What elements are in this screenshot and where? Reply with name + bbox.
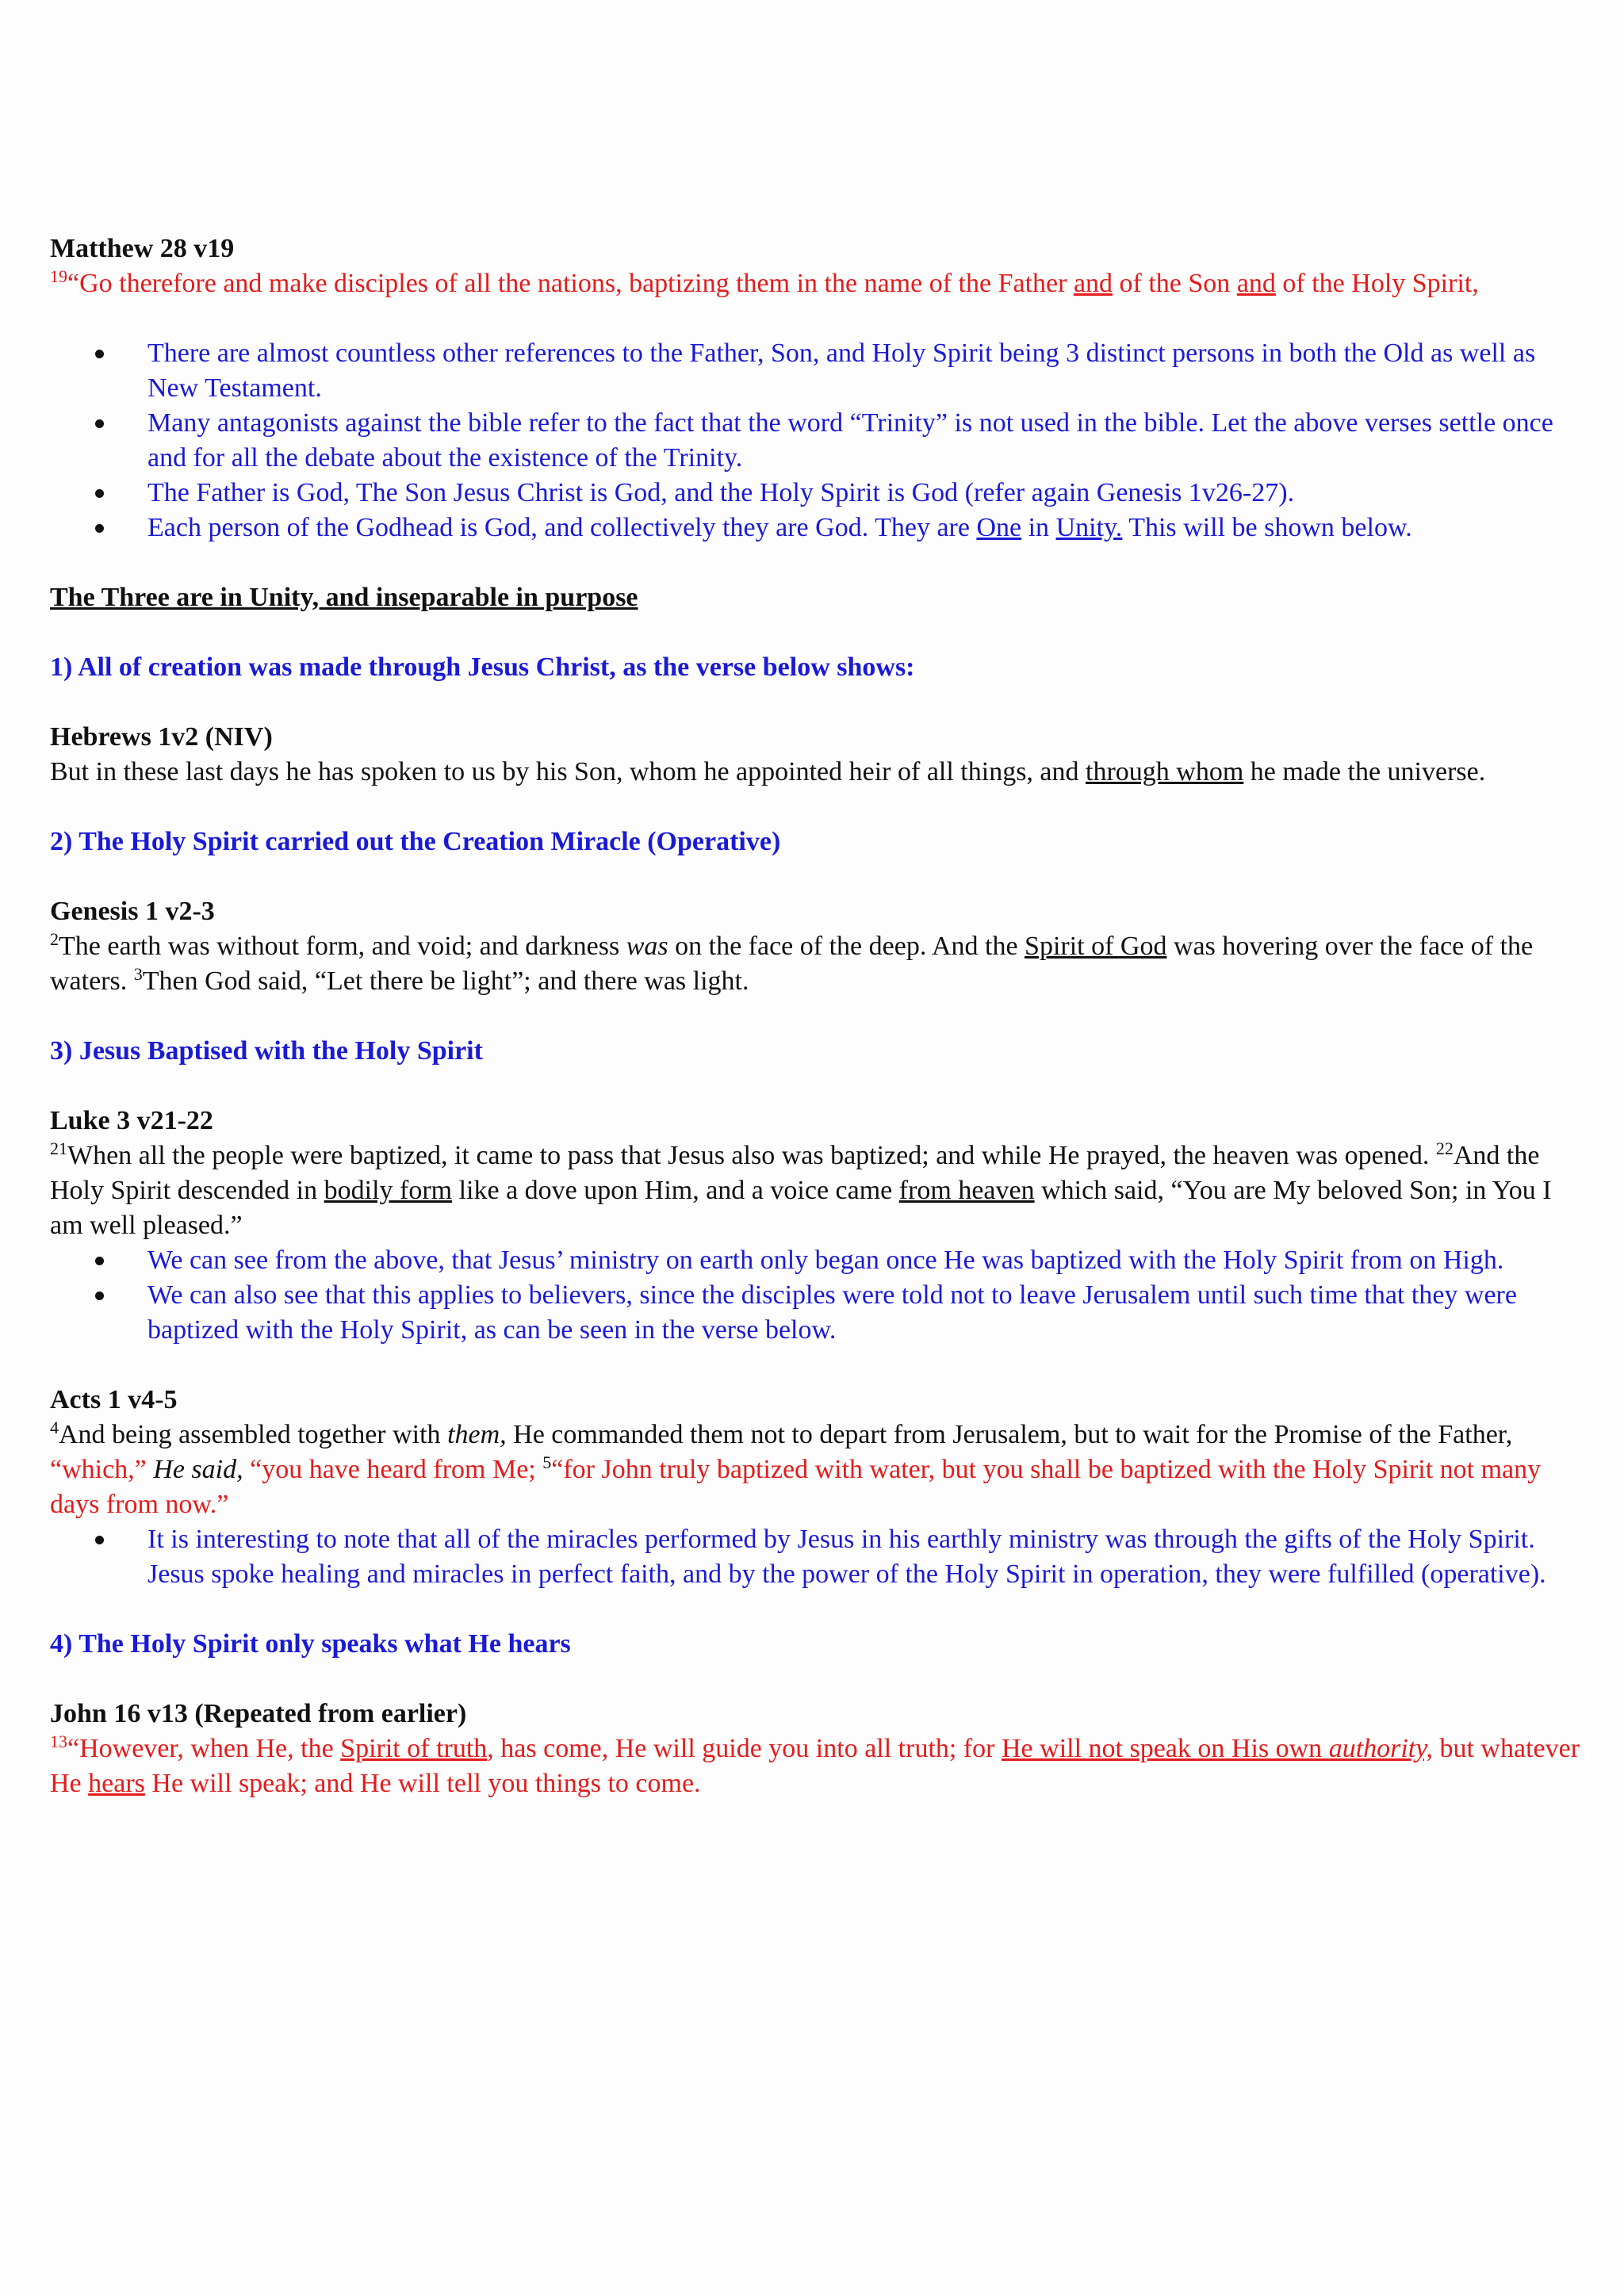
verse-text (50, 755, 1580, 790)
bullet-icon (95, 419, 104, 428)
list-item-text: There are almost countless other references to the Father, Son, and Holy Spirit being 3 distinct persons in both the Old as well as New Testament. (147, 339, 1536, 403)
bullet-list (50, 1243, 1580, 1348)
verse-text (50, 1732, 1580, 1801)
list-item-text: This will be shown below. (1122, 513, 1412, 542)
underlined-word: hears (88, 1769, 145, 1798)
list-item (50, 406, 1580, 476)
verse-text (50, 266, 1580, 301)
underlined-word: Unity. (1055, 513, 1123, 542)
verse-fragment: And the Holy Spirit descended in (50, 1141, 1540, 1205)
verse-number: 13 (50, 1732, 67, 1751)
verse-text (50, 1138, 1580, 1243)
italic-word: them, (447, 1420, 507, 1449)
verse-fragment: He will speak; and He will tell you things to come. (144, 1769, 701, 1798)
verse-text (50, 1418, 1580, 1522)
verse-fragment: He commanded them not to depart from Jerusalem, but to wait for the Promise of the Father, (506, 1420, 1513, 1449)
verse-reference: Luke 3 v21-22 (50, 1106, 213, 1135)
list-item-text: Many antagonists against the bible refer to the fact that the word “Trinity” is not used in the bible. Let the above verses settle once and for all the debate about the existence of the Trinity. (147, 408, 1553, 473)
bullet-icon (95, 524, 104, 533)
bullet-icon (95, 1292, 104, 1300)
verse-reference: Genesis 1 v2-3 (50, 897, 215, 926)
list-item-text: in (1021, 513, 1056, 542)
list-item (50, 1522, 1580, 1592)
verse-number: 19 (50, 266, 67, 286)
list-item-text: We can see from the above, that Jesus’ ministry on earth only began once He was baptized with the Holy Spirit from on High. (147, 1246, 1504, 1275)
bullet-icon (95, 1257, 104, 1265)
underlined-phrase: Spirit of God (1025, 932, 1167, 961)
list-item-text: It is interesting to note that all of the miracles performed by Jesus in his earthly ministry was through the gifts of the Holy Spirit. Jesus spoke healing and miracles in perfect faith, and by the power of the Holy Spirit in operation, they were fulfilled (operative). (147, 1525, 1546, 1589)
bullet-list (50, 1522, 1580, 1592)
list-item (50, 1278, 1580, 1348)
verse-fragment: of the Holy Spirit, (1275, 269, 1479, 298)
underlined-phrase: bodily form (324, 1176, 453, 1205)
verse-number: 21 (50, 1138, 67, 1158)
verse-fragment: The earth was without form, and void; and darkness (59, 932, 626, 961)
verse-number: 3 (133, 964, 143, 984)
underlined-phrase: He will not speak on His own (1002, 1734, 1329, 1763)
italic-word: was (626, 932, 668, 961)
italic-phrase: He said, (146, 1455, 243, 1484)
verse-number: 4 (50, 1418, 59, 1437)
quoted-words: “for John truly baptized with water, but you shall be baptized with the Holy Spirit not many days from now.” (50, 1455, 1542, 1519)
bullet-icon (95, 489, 104, 498)
verse-reference: Hebrews 1v2 (NIV) (50, 722, 273, 752)
verse-fragment: but whatever He (50, 1734, 1580, 1798)
verse-fragment: on the face of the deep. And the (668, 932, 1025, 961)
point-heading: 2) The Holy Spirit carried out the Creation Miracle (Operative) (50, 827, 781, 856)
point-heading: 4) The Holy Spirit only speaks what He hears (50, 1629, 571, 1659)
list-item-text: Each person of the Godhead is God, and collectively they are God. They are (147, 513, 977, 542)
verse-fragment: of the Son (1113, 269, 1237, 298)
list-item-text: We can also see that this applies to believers, since the disciples were told not to leave Jerusalem until such time that they were baptized with the Holy Spirit, as can be seen in the verse below. (147, 1280, 1517, 1345)
section-title: The Three are in Unity, and inseparable in purpose (50, 583, 638, 612)
verse-fragment: which said, “You are My beloved Son; in You I am well pleased.” (50, 1176, 1552, 1240)
verse-fragment: was hovering over the face of the waters. (50, 932, 1534, 996)
bullet-list (50, 336, 1580, 545)
verse-fragment: , has come, He will guide you into all truth; for (487, 1734, 1002, 1763)
italic-word: authority, (1328, 1734, 1433, 1763)
quoted-words: “which,” (50, 1455, 147, 1484)
underlined-phrase: Spirit of truth (340, 1734, 488, 1763)
document-page (50, 232, 1580, 1801)
verse-fragment: But in these last days he has spoken to us by his Son, whom he appointed heir of all things, and (50, 757, 1086, 786)
point-heading: 1) All of creation was made through Jesus Christ, as the verse below shows: (50, 652, 915, 682)
verse-fragment: And being assembled together with (59, 1420, 448, 1449)
quoted-words: “you have heard from Me; (243, 1455, 543, 1484)
verse-number: 22 (1435, 1138, 1454, 1158)
verse-number: 2 (50, 929, 59, 949)
bullet-icon (95, 350, 104, 358)
underlined-word: One (976, 513, 1022, 542)
point-heading: 3) Jesus Baptised with the Holy Spirit (50, 1036, 483, 1066)
verse-reference: Acts 1 v4-5 (50, 1385, 178, 1414)
verse-reference: Matthew 28 v19 (50, 234, 235, 263)
verse-fragment: “However, when He, the (67, 1734, 341, 1763)
list-item (50, 1243, 1580, 1278)
underlined-phrase (1329, 1734, 1433, 1763)
list-item-text: The Father is God, The Son Jesus Christ is God, and the Holy Spirit is God (refer again Genesis 1v26-27). (147, 478, 1295, 507)
verse-fragment: he made the universe. (1243, 757, 1486, 786)
bullet-icon (95, 1536, 104, 1544)
verse-fragment: When all the people were baptized, it came to pass that Jesus also was baptized; and while He prayed, the heaven was opened. (67, 1141, 1436, 1170)
verse-fragment: “Go therefore and make disciples of all the nations, baptizing them in the name of the Father (67, 269, 1074, 298)
list-item (50, 511, 1580, 545)
verse-fragment: Then God said, “Let there be light”; and there was light. (142, 966, 749, 996)
verse-reference: John 16 v13 (Repeated from earlier) (50, 1699, 467, 1728)
list-item (50, 336, 1580, 406)
underlined-phrase: through whom (1086, 757, 1244, 786)
verse-text (50, 929, 1580, 999)
verse-number: 5 (542, 1452, 552, 1472)
underlined-word: and (1236, 269, 1276, 298)
underlined-phrase: from heaven (898, 1176, 1035, 1205)
list-item (50, 476, 1580, 511)
underlined-word: and (1073, 269, 1113, 298)
verse-fragment: like a dove upon Him, and a voice came (452, 1176, 899, 1205)
